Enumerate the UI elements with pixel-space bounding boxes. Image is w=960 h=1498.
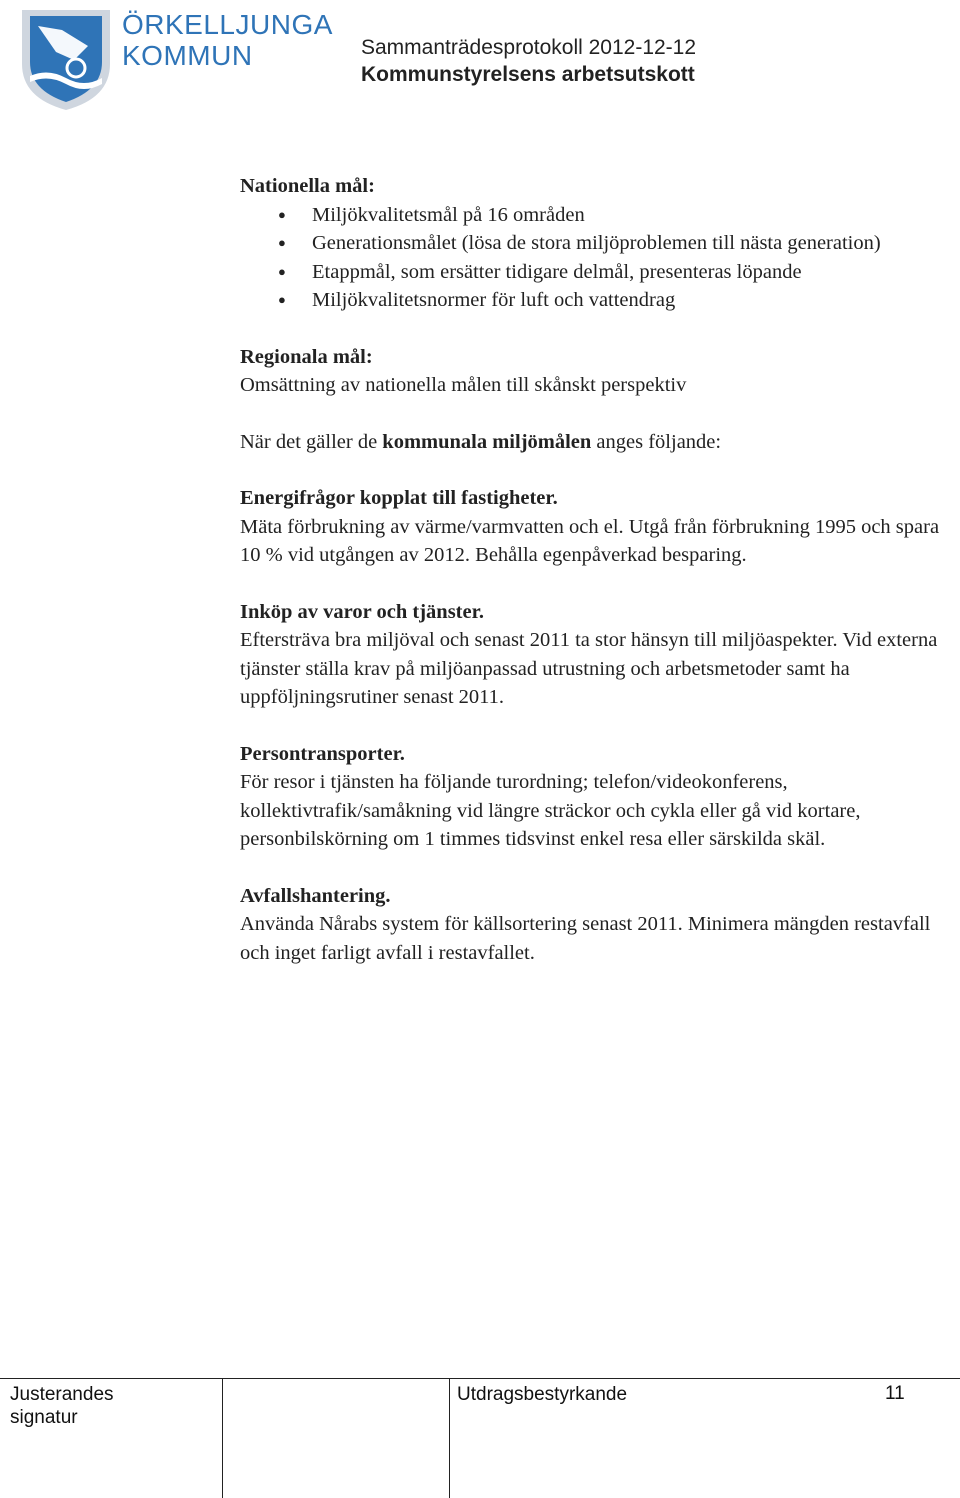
regional-goals-text: Omsättning av nationella målen till skånskt perspektiv [240,374,687,396]
certified-label: Utdragsbestyrkande [457,1384,628,1405]
signature-label-line2: signatur [10,1407,78,1428]
list-item: ● Etappmål, som ersätter tidigare delmål, presenteras löpande [240,258,950,287]
footer-divider [0,1378,960,1379]
footer-column-divider [222,1378,223,1498]
org-name-line2: KOMMUN [122,40,253,71]
page-number: 11 [885,1383,905,1404]
document-subtitle: Kommunstyrelsens arbetsutskott [361,63,695,86]
national-goals-list [240,201,950,315]
list-item: ● Generationsmålet (lösa de stora miljöproblemen till nästa generation) [240,229,950,258]
list-item: ● Miljökvalitetsnormer för luft och vattendrag [240,286,950,315]
municipality-logo [16,6,116,114]
national-goals-heading: Nationella mål: [240,175,375,197]
waste-text: Använda Nårabs system för källsortering senast 2011. Minimera mängden restavfall och inget farligt avfall i restavfallet. [240,913,931,964]
waste-heading: Avfallshantering. [240,884,391,907]
purchasing-heading: Inköp av varor och tjänster. [240,600,484,623]
transport-text: För resor i tjänsten ha följande turordning; telefon/videokonferens, kollektivtrafik/samåkning vid längre sträckor och cykla eller gå vid kortare, personbilskörning om 1 timmes tidsvinst enkel resa eller särskilda skäl. [240,771,861,850]
document-title: Sammanträdesprotokoll 2012-12-12 [361,36,697,59]
signature-footer [0,1378,960,1498]
transport-heading: Persontransporter. [240,742,405,765]
regional-goals-heading: Regionala mål: [240,345,373,368]
org-name-line1: ÖRKELLJUNGA [122,9,333,40]
intro-text-end: anges följande: [591,430,722,453]
intro-text: När det gäller de [240,430,383,453]
coat-of-arms-icon [16,6,116,114]
list-item: ● Miljökvalitetsmål på 16 områden [240,201,950,230]
municipal-goals-intro [240,428,950,457]
footer-column-divider [449,1378,450,1498]
energy-heading: Energifrågor kopplat till fastigheter. [240,487,558,509]
signature-label-line1: Justerandes [10,1384,114,1405]
energy-text: Mäta förbrukning av värme/varmvatten och el. Utgå från förbrukning 1995 och spara 10 % vid utgången av 2012. Behålla egenpåverkad besparing. [240,515,940,566]
document-body [240,172,950,967]
intro-bold-text: kommunala miljömålen [382,430,592,453]
purchasing-text: Eftersträva bra miljöval och senast 2011 ta stor hänsyn till miljöaspekter. Vid externa tjänster ställa krav på miljöanpassad utrustning och arbetsmetoder samt ha uppföljningsrutiner senast 2011. [240,629,938,708]
